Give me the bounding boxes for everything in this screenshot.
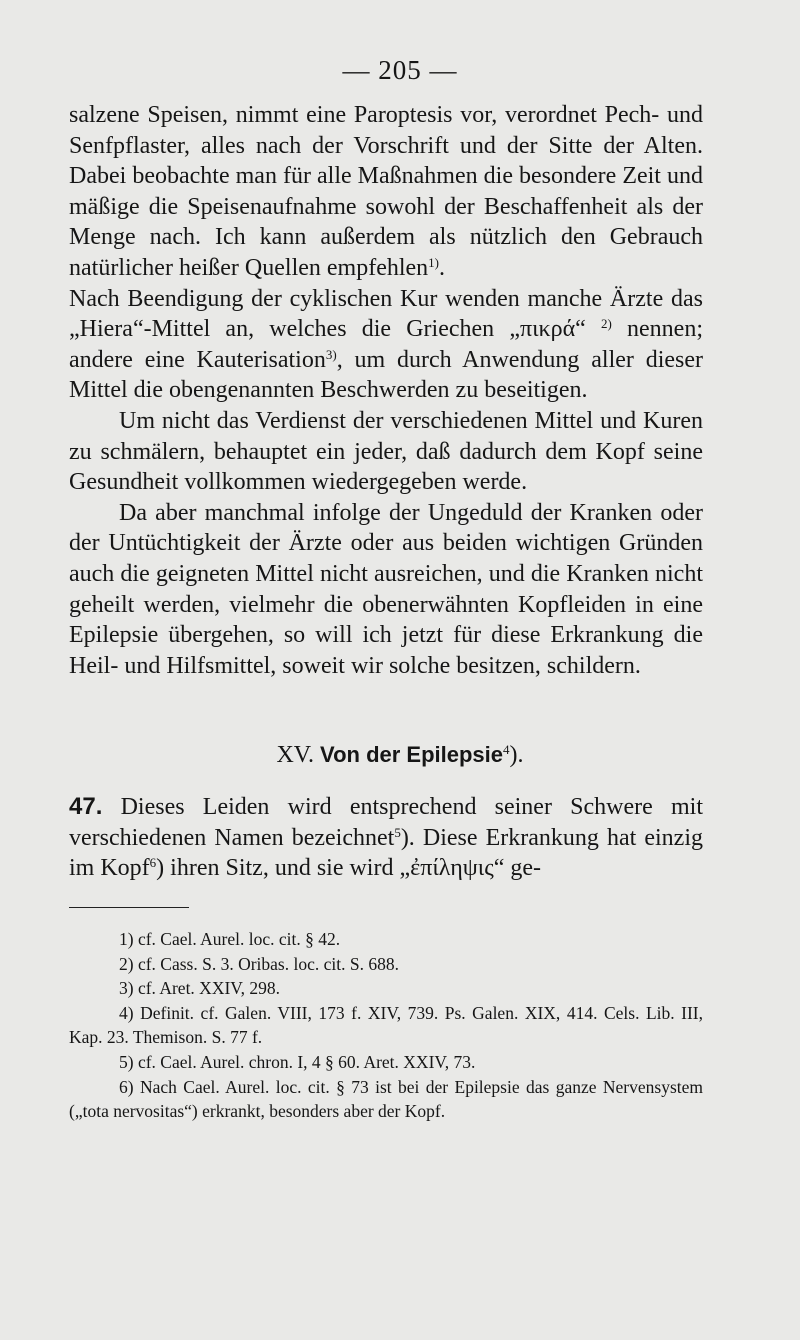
footnote-4-num: 4) bbox=[119, 1002, 134, 1023]
footnote-ref-2-num: 2 bbox=[601, 316, 608, 332]
footnote-ref-4: 4 bbox=[503, 742, 510, 757]
footnote-5-text: cf. Cael. Aurel. chron. I, 4 § 60. Aret. XXIV, 73. bbox=[137, 1051, 476, 1072]
paragraph-2-text-b: nennen; andere eine Kauterisation bbox=[69, 316, 704, 373]
section-47-text-a: Dieses Leiden wird entsprechend seiner Schwere mit verschiedenen Namen bezeichnet bbox=[69, 794, 704, 851]
footnote-5 bbox=[69, 1050, 703, 1075]
main-text bbox=[69, 100, 703, 681]
footnote-3 bbox=[69, 976, 703, 1001]
paragraph-4: Da aber manchmal infolge der Ungeduld der Kranken oder der Untüchtigkeit der Ärzte oder aus beiden wichtigen Gründen auch die geigneten Mittel nicht ausreichen, und die Kranken nicht geheilt werden, vielmehr die obenerwähnten Kopfleiden in eine Epilepsie übergehen, so will ich jetzt für diese Erkrankung die Heil- und Hilfsmittel, soweit wir solche besitzen, schildern. bbox=[69, 499, 703, 679]
footnotes bbox=[69, 927, 703, 1124]
footnote-6 bbox=[69, 1075, 703, 1124]
footnote-6-text: Nach Cael. Aurel. loc. cit. § 73 ist bei der Epilepsie das ganze Nervensystem („tota nervositas“) erkrankt, besonders aber der Kopf. bbox=[69, 1076, 704, 1122]
footnote-1 bbox=[69, 927, 703, 952]
section-47-text-b: ). Diese Erkrankung hat einzig im Kopf bbox=[69, 824, 703, 882]
paragraph-1: salzene Speisen, nimmt eine Paroptesis vor, verordnet Pech- und Senfpflaster, alles nach der Vorschrift und der Sitte der Alten. Dabei beobachte man für alle Maßnahmen die besondere Zeit und mäßige die Speisenaufnahme sowohl der Beschaffenheit als der Menge nach. Ich kann außerdem als nützlich den Gebrauch natürlicher heißer Quellen empfehlen$^{1)}$. bbox=[69, 102, 703, 281]
paragraph-2-text-a: Nach Beendigung der cyklischen Kur wenden manche Ärzte das „Hiera“-Mittel an, welches die Griechen „πικρά“ bbox=[69, 285, 703, 343]
footnote-6-num: 6) bbox=[119, 1076, 134, 1097]
section-number: 47. bbox=[69, 793, 103, 820]
footnote-ref-1: 1) bbox=[428, 254, 440, 270]
paragraph-2-text-c: , um durch Anwendung aller dieser Mittel die obengenannten Beschwerden zu beseitigen. bbox=[69, 346, 703, 404]
footnote-1-text: cf. Cael. Aurel. loc. cit. § 42. bbox=[137, 929, 341, 949]
footnote-ref-3: 3) bbox=[325, 346, 337, 362]
heading-after: ). bbox=[509, 742, 524, 768]
paragraph-1-text: salzene Speisen, nimmt eine Paroptesis vor, verordnet Pech- und Senfpflaster, alles nach der Vorschrift und der Sitte der Alten. Dabei beobachte man für alle Maßnahmen die besondere Zeit und mäßige die Speisenaufnahme sowohl der Beschaffenheit als der Menge nach. Ich kann außerdem als nützlich den Gebrauch natürlicher heißer Quellen empfehlen bbox=[69, 102, 703, 281]
paragraph-2 bbox=[69, 284, 703, 406]
footnote-5-num: 5) bbox=[119, 1051, 134, 1072]
section-47 bbox=[69, 792, 703, 884]
footnote-ref-2: 2) bbox=[601, 316, 612, 332]
footnote-4 bbox=[69, 1001, 703, 1050]
section-47-text-c: ) ihren Sitz, und sie wird „ἐπίληψις“ ge- bbox=[156, 855, 542, 882]
footnote-3-text: cf. Aret. XXIV, 298. bbox=[137, 978, 281, 999]
footnote-ref-3-num: 3 bbox=[325, 346, 333, 362]
footnote-divider bbox=[69, 907, 189, 908]
heading-title: Von der Epilepsie bbox=[320, 742, 504, 767]
footnote-2-num: 2) bbox=[119, 953, 134, 974]
paragraph-3: Um nicht das Verdienst der verschiedenen Mittel und Kuren zu schmälern, behauptet ein jeder, daß dadurch dem Kopf seine Gesundheit vollkommen wiedergegeben werde. bbox=[69, 407, 703, 496]
section-heading bbox=[0, 742, 800, 769]
footnote-4-text: Definit. cf. Galen. VIII, 173 f. XIV, 739. Ps. Galen. XIX, 414. Cels. Lib. III, Kap. 23. Themison. S. 77 f. bbox=[69, 1002, 703, 1048]
footnote-2-text: cf. Cass. S. 3. Oribas. loc. cit. S. 688. bbox=[137, 953, 399, 974]
footnote-ref-1-num: 1 bbox=[428, 254, 435, 270]
footnote-2 bbox=[69, 952, 703, 977]
footnote-ref-6: 6 bbox=[149, 855, 157, 871]
heading-numeral: XV. bbox=[276, 742, 315, 768]
footnote-3-num: 3) bbox=[119, 978, 134, 999]
footnote-ref-5: 5 bbox=[394, 824, 401, 840]
footnote-1-num: 1) bbox=[119, 929, 134, 949]
page-number: — 205 — bbox=[342, 55, 458, 85]
